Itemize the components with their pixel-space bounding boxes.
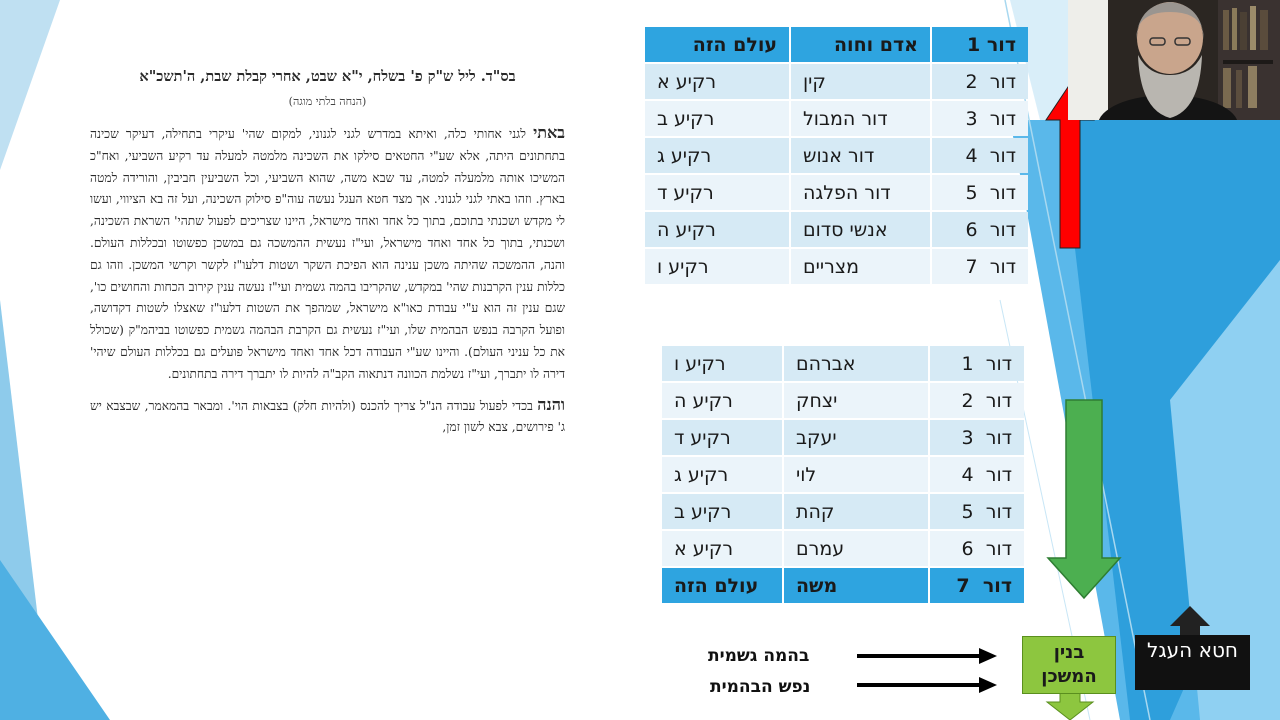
generation-number: 2 — [965, 70, 978, 93]
connector-arrows — [855, 640, 1000, 700]
heaven-cell: רקיע ב — [662, 494, 782, 529]
table-row — [662, 494, 1024, 529]
green-arrow-shape — [1048, 400, 1120, 598]
generation-number: 4 — [965, 144, 978, 167]
person-cell: מצריים — [791, 249, 930, 284]
generations-table-top — [643, 25, 1030, 286]
book — [1223, 10, 1229, 50]
small-down-arrow — [1045, 690, 1095, 720]
small-arrow-shape — [1047, 690, 1093, 720]
heaven-cell: רקיע ד — [662, 420, 782, 455]
person-cell: דור המבול — [791, 101, 930, 136]
generation-number: 5 — [961, 500, 974, 523]
heaven-cell: רקיע א — [662, 531, 782, 566]
table-row — [662, 531, 1024, 566]
generation-word: דור — [989, 255, 1016, 278]
person-cell: לוי — [784, 457, 928, 492]
paragraph-1-lead: באתי — [533, 123, 565, 142]
table-row — [645, 175, 1028, 210]
person-cell: קהת — [784, 494, 928, 529]
heaven-cell: רקיע ד — [645, 175, 789, 210]
header-cell: עולם הזה — [645, 27, 789, 62]
table-footer-row — [662, 568, 1024, 603]
generation-cell — [930, 494, 1024, 529]
generation-word: דור — [989, 107, 1016, 130]
table-row — [662, 457, 1024, 492]
generation-cell — [932, 249, 1028, 284]
header-cell: דור 1 — [932, 27, 1028, 62]
generation-word: דור — [985, 463, 1012, 486]
generation-word: דור — [989, 70, 1016, 93]
generation-number: 6 — [961, 537, 974, 560]
generation-number: 6 — [965, 218, 978, 241]
paragraph-2-lead: והנה — [537, 394, 565, 414]
table-header-row — [645, 27, 1028, 62]
header-cell: אדם וחוה — [791, 27, 930, 62]
black-up-arrow — [1168, 604, 1212, 638]
webcam-video — [1068, 0, 1280, 120]
generation-number: 1 — [961, 352, 974, 375]
generation-number: 7 — [965, 255, 978, 278]
chet-haegel-label: חטא העגל — [1147, 638, 1238, 662]
person-cell: דור הפלגה — [791, 175, 930, 210]
heaven-cell: רקיע ה — [645, 212, 789, 247]
generation-cell — [932, 101, 1028, 136]
table-row — [645, 249, 1028, 284]
wall — [1068, 0, 1108, 120]
document-subtitle: (הנחה בלתי מוגה) — [288, 95, 367, 108]
black-arrow-shape — [1170, 606, 1210, 638]
generation-word: דור — [985, 537, 1012, 560]
generation-cell — [932, 64, 1028, 99]
person-cell: יצחק — [784, 383, 928, 418]
person-cell: קין — [791, 64, 930, 99]
webcam-frame — [1068, 0, 1280, 120]
generation-cell — [930, 457, 1024, 492]
book — [1260, 10, 1268, 50]
generation-number: 4 — [961, 463, 974, 486]
chet-haegel-box — [1135, 635, 1250, 690]
facet-left-top — [0, 0, 60, 170]
generation-word: דור — [985, 426, 1012, 449]
person-cell: אברהם — [784, 346, 928, 381]
generation-word: דור — [985, 352, 1012, 375]
generation-cell — [932, 138, 1028, 173]
table-row — [662, 383, 1024, 418]
generation-number: 3 — [965, 107, 978, 130]
generation-cell — [930, 383, 1024, 418]
person-cell: עמרם — [784, 531, 928, 566]
shelf — [1223, 60, 1273, 64]
document-paragraph-1 — [90, 122, 565, 386]
generation-word: דור — [985, 389, 1012, 412]
person-cell: אנשי סדום — [791, 212, 930, 247]
generation-cell — [930, 568, 1024, 603]
heaven-cell: עולם הזה — [662, 568, 782, 603]
heaven-cell: רקיע א — [645, 64, 789, 99]
green-down-arrow — [1044, 398, 1124, 600]
book — [1248, 66, 1257, 108]
paragraph-2-body: בכדי לפעול עבודה הנ"ל צריך להכנס (ולהיות חלק) בצבאות הוי'. ומבאר בהמאמר, שבצבא יש ג' פירושים, צבא לשון זמן, — [90, 398, 565, 435]
person-cell: משה — [784, 568, 928, 603]
heaven-cell: רקיע ה — [662, 383, 782, 418]
mishkan-label: בנין המשכן — [1041, 642, 1097, 687]
generation-word: דור — [989, 181, 1016, 204]
document-title: בס"ד. ליל ש"ק פ' בשלח, י"א שבט, אחרי קבלת שבת, ה'תשכ"א — [139, 68, 516, 85]
generation-cell — [930, 420, 1024, 455]
table-row — [662, 346, 1024, 381]
book — [1223, 68, 1231, 108]
generation-cell — [932, 175, 1028, 210]
paragraph-1-body: לגני אחותי כלה, ואיתא במדרש לגני לגנוני, למקום שהי' עיקרי בתחילה, דעיקר שכינה בתחתונים היתה, אלא שע"י החטאים סילקו את השכינה מלמטה למעלה עד רקיע השביעי, ואח"כ המשיכו אותה מלמעלה למטה, עד שבא משה, שהוא השביעי, וכל השביעין חביבין, והורידה למטה בארץ. וזהו באתי לגני לגנוני. אך מצד חטא העגל נעשה עוה"פ סילוק השכינה, ועל זה בא הציווי, ועשו לי מקדש ושכנתי בתוכם, בתוך כל אחד ואחד מישראל, היינו שצריכים לפעול שתהי' השראת השכינה, ושכנתי, בתוך כל אחד ואחד מישראל, ועי"ז נעשית ההמשכה גם במשכן כפשוטו ובכללות העולם. והנה, ההמשכה שהיתה משכן ענינה הוא הפיכת השקר ושטות דלעו"ז לקשר וקרשי המשכן. וזהו גם כללות ענין הקרבנות שהי' במקדש, שהקריבו בהמה גשמית ועי"ז נעשה ענין קירוב הכחות והחושים כו', שגם ענין זה הוא ע"י עבודת כאו"א מישראל, שמהפך את השטות דלעו"ז שאצלו לשטות דקדושה, ופועל הקרבה בנפש הבהמית שלו, ועי"ז נעשית גם הקרבת הבהמה גשמית כפשוטו בביהמ"ק (שכולל את כל עניני העולם). והיינו שע"י העבודה דכל אחד ואחד מישראל פועלים גם בכללות העולם שיהי' דירה לו יתברך, ועי"ז נשלמת הכוונה דנתאוה הקב"ה להיות לו יתברך דירה בתחתונים. — [90, 127, 565, 381]
generation-word: דור — [985, 500, 1012, 523]
book — [1250, 6, 1256, 50]
table-row — [645, 138, 1028, 173]
facet-left-corner — [0, 560, 110, 720]
generation-number: 7 — [956, 574, 970, 597]
table-row — [645, 101, 1028, 136]
generation-number: 2 — [961, 389, 974, 412]
generation-word: דור — [989, 218, 1016, 241]
label-behema-gashmit: בהמה גשמית — [708, 646, 810, 666]
generation-number: 3 — [961, 426, 974, 449]
connector-arrowhead-top — [979, 648, 997, 664]
book — [1240, 12, 1247, 50]
connector-arrowhead-bottom — [979, 677, 997, 693]
generation-word: דור — [982, 574, 1012, 597]
document-scan — [90, 68, 565, 447]
table-row — [645, 212, 1028, 247]
book — [1236, 70, 1242, 108]
generation-cell — [930, 346, 1024, 381]
heaven-cell: רקיע ו — [662, 346, 782, 381]
person-cell: דור אנוש — [791, 138, 930, 173]
generation-cell — [932, 212, 1028, 247]
heaven-cell: רקיע ב — [645, 101, 789, 136]
generations-table-bottom — [660, 344, 1026, 605]
generation-word: דור — [989, 144, 1016, 167]
heaven-cell: רקיע ג — [645, 138, 789, 173]
book — [1232, 8, 1237, 50]
table-row — [645, 64, 1028, 99]
generation-number: 5 — [965, 181, 978, 204]
mishkan-box — [1022, 636, 1116, 694]
label-nefesh-habehamit: נפש הבהמית — [710, 677, 811, 697]
table-row — [662, 420, 1024, 455]
person-cell: יעקב — [784, 420, 928, 455]
generation-cell — [930, 531, 1024, 566]
heaven-cell: רקיע ו — [645, 249, 789, 284]
heaven-cell: רקיע ג — [662, 457, 782, 492]
document-paragraph-2 — [90, 394, 565, 440]
